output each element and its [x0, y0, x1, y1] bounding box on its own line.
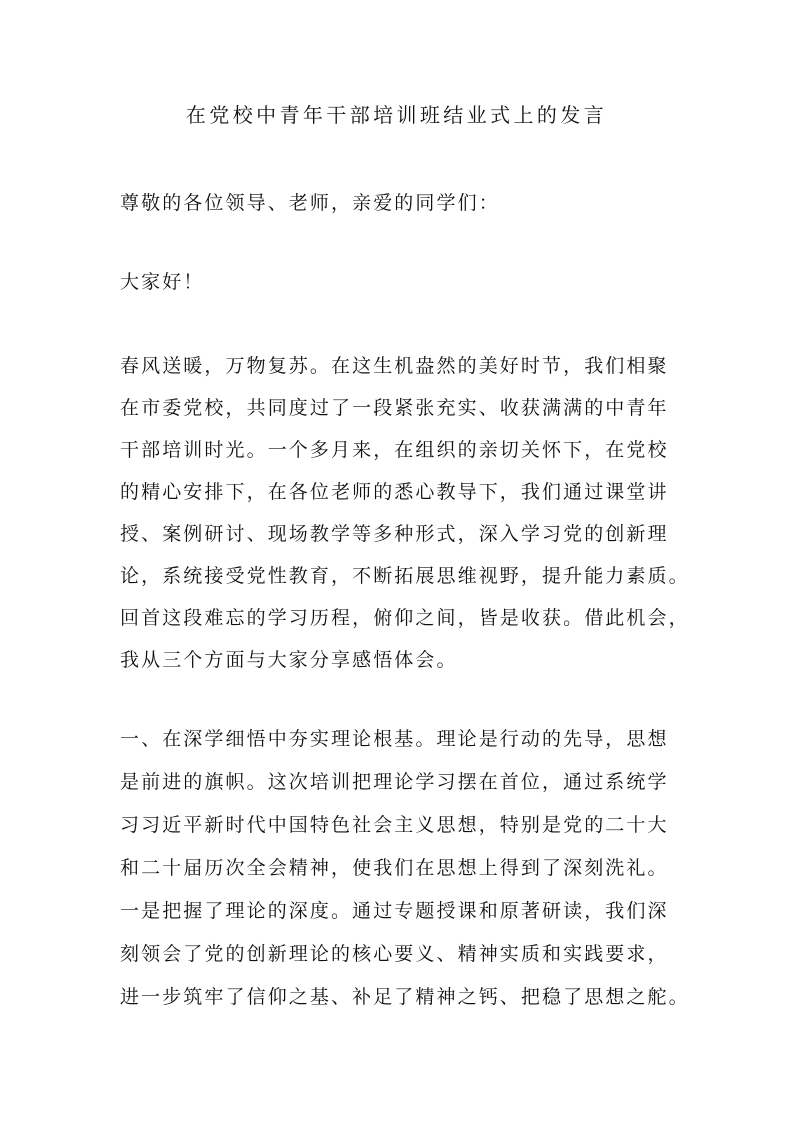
paragraph-line: 是前进的旗帜。这次培训把理论学习摆在首位，通过系统学	[120, 771, 669, 793]
paragraph-line: 和二十届历次全会精神，使我们在思想上得到了深刻洗礼。	[120, 857, 669, 879]
paragraph-line: 进一步筑牢了信仰之基、补足了精神之钙、把稳了思想之舵。	[120, 986, 690, 1008]
paragraph-line: 回首这段难忘的学习历程，俯仰之间，皆是收获。借此机会，	[120, 607, 690, 629]
salutation: 尊敬的各位领导、老师，亲爱的同学们：	[120, 192, 500, 214]
paragraph-line: 在市委党校，共同度过了一段紧张充实、收获满满的中青年	[120, 397, 669, 419]
paragraph-line: 我从三个方面与大家分享感悟体会。	[120, 649, 458, 671]
paragraph-line: 干部培训时光。一个多月来，在组织的亲切关怀下，在党校	[120, 439, 669, 461]
greeting: 大家好！	[120, 271, 205, 293]
paragraph-line: 论，系统接受党性教育，不断拓展思维视野，提升能力素质。	[120, 565, 690, 587]
paragraph-line: 春风送暖，万物复苏。在这生机盎然的美好时节，我们相聚	[120, 355, 669, 377]
paragraph-line: 习习近平新时代中国特色社会主义思想，特别是党的二十大	[120, 814, 669, 836]
paragraph-line: 一、在深学细悟中夯实理论根基。理论是行动的先导，思想	[120, 728, 669, 750]
document-title: 在党校中青年干部培训班结业式上的发言	[185, 103, 608, 127]
paragraph-line: 刻领会了党的创新理论的核心要义、精神实质和实践要求，	[120, 943, 669, 965]
paragraph-line: 授、案例研讨、现场教学等多种形式，深入学习党的创新理	[120, 523, 669, 545]
paragraph-line: 一是把握了理论的深度。通过专题授课和原著研读，我们深	[120, 900, 669, 922]
paragraph-line: 的精心安排下，在各位老师的悉心教导下，我们通过课堂讲	[120, 481, 669, 503]
